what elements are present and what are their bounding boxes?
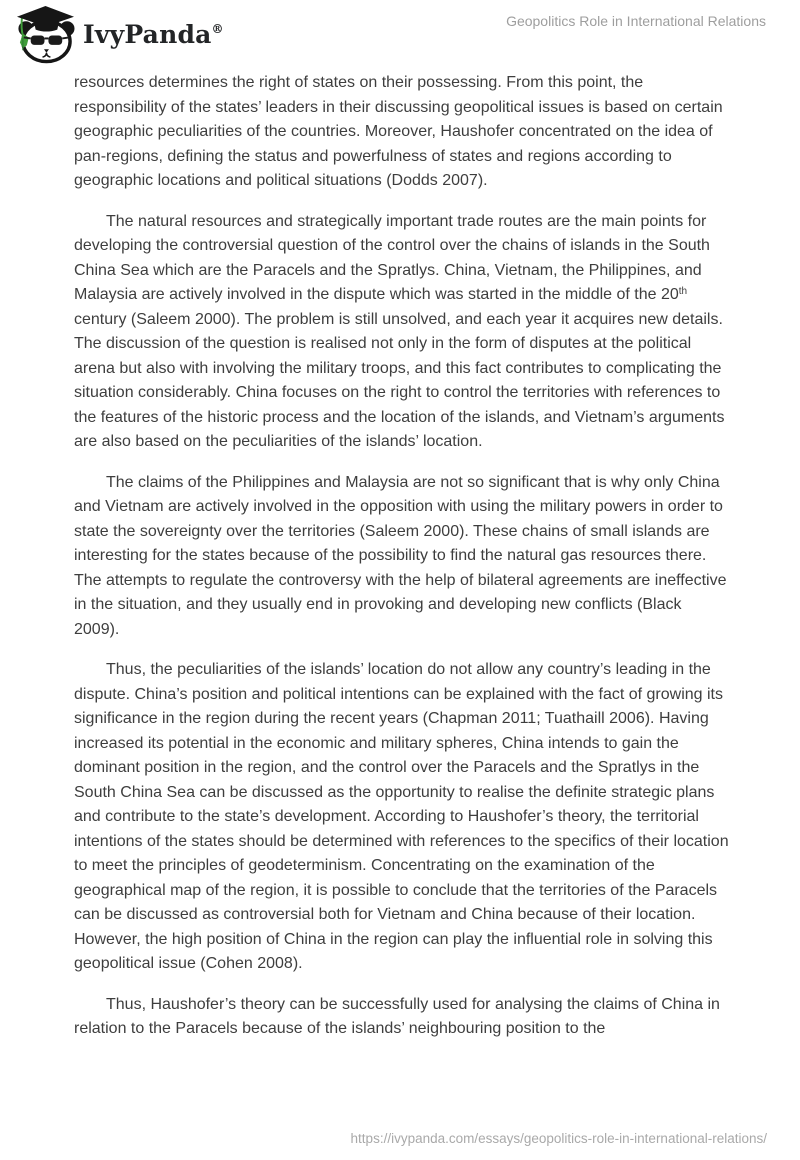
essay-body [74, 71, 731, 1058]
registered-trademark: ® [211, 22, 224, 36]
paragraph-5: Thus, Haushofer’s theory can be successfully used for analysing the claims of China in relation to the Paracels because of the islands’ neighbouring position to the [74, 995, 720, 1037]
source-url: https://ivypanda.com/essays/geopolitics-role-in-international-relations/ [350, 1131, 767, 1146]
ivypanda-logo-icon [13, 5, 76, 64]
paragraph-4: Thus, the peculiarities of the islands’ location do not allow any country’s leading in the dispute. China’s position and political intentions can be explained with the fact of growing its significance in the region during the recent years (Chapman 2011; Tuathaill 2006). Having increased its potential in the economic and military spheres, China intends to gain the dominant position in the region, and the control over the Paracels and the Spratlys in the South China Sea can be discussed as the opportunity to realise the definite strategic plans and contribute to the state’s development. According to Haushofer’s theory, the territorial intentions of the states should be determined with references to the specifics of their location to meet the principles of geodeterminism. Concentrating on the examination of the geographical map of the region, it is possible to conclude that the territories of the Paracels can be discussed as controversial both for Vietnam and China because of their location. However, the high position of China in the region can play the influential role in solving this geopolitical issue (Cohen 2008). [74, 661, 729, 972]
paragraph-2-part1: The natural resources and strategically important trade routes are the main points for developing the controversial question of the control over the chains of islands in the South China Sea which are the Paracels and the Spratlys. China, Vietnam, the Philippines, and Malaysia are actively involved in the dispute which was started in the middle of the 20 [74, 212, 710, 303]
brand-name-text: IvyPanda [83, 20, 212, 49]
paragraph-1: resources determines the right of states on their possessing. From this point, the responsibility of the states’ leaders in their discussing geopolitical issues is based on certain geographic peculiarities of the countries. Moreover, Haushofer concentrated on the idea of pan-regions, defining the status and powerfulness of states and regions according to geographic locations and political situations (Dodds 2007). [74, 74, 723, 189]
page-header [0, 0, 800, 68]
paragraph-2 [74, 210, 731, 455]
paragraph-2-part2: century (Saleem 2000). The problem is still unsolved, and each year it acquires new details. The discussion of the question is realised not only in the form of disputes at the political arena but also with involving the military troops, and this fact contributes to complicating the situation considerably. China focuses on the right to control the territories with references to the features of the historic process and the location of the islands, and Vietnam’s arguments are also based on the peculiarities of the islands’ location. [74, 310, 725, 450]
paragraph-3: The claims of the Philippines and Malaysia are not so significant that is why only China and Vietnam are actively involved in the opposition with using the military powers in order to state the sovereignty over the territories (Saleem 2000). These chains of small islands are interesting for the states because of the possibility to find the natural gas resources there. The attempts to regulate the controversy with the help of bilateral agreements are ineffective in the situation, and they usually end in provoking and developing new conflicts (Black 2009). [74, 473, 727, 638]
paragraph-2-superscript: th [678, 286, 688, 297]
brand-name [83, 20, 224, 49]
document-title: Geopolitics Role in International Relations [506, 13, 766, 29]
